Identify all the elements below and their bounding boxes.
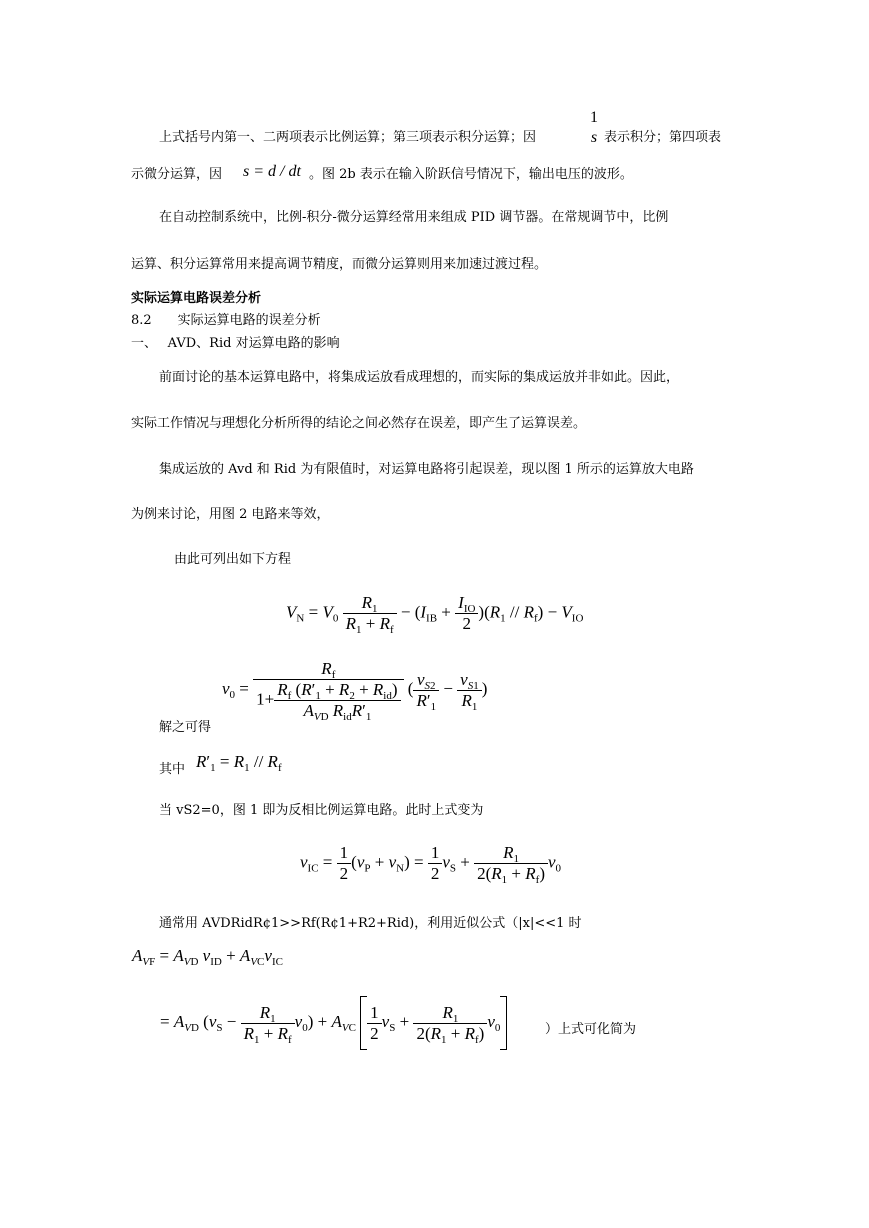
section-title: 8.2 实际运算电路的误差分析	[131, 313, 321, 328]
para1-line1-text-a: 上式括号内第一、二两项表示比例运算；第三项表示积分运算；因	[159, 130, 537, 145]
where-text: 其中	[159, 762, 186, 777]
subsection-title: 一、 AVD、Rid 对运算电路的影响	[131, 336, 340, 351]
para2-line2: 运算、积分运算常用来提高调节精度，而微分运算则用来加速过渡过程。	[131, 257, 548, 272]
inline-fraction-1-over-s	[587, 108, 601, 148]
fraction-numerator: 1	[590, 109, 598, 126]
section-heading: 实际运算电路误差分析	[131, 291, 262, 306]
simplify-text: ）上式可化简为	[545, 1022, 637, 1037]
equation-r1prime: $R'_1 = R_1 // R_f$	[196, 752, 282, 774]
equation-vic: $v_{IC}$ = $\frac{1}{2}$ $(v_P + v_N)$ = $\frac{1}{2}$ $v_S$ + $\frac{R_1}{2(R_1 + R_f)}$ $v_0$	[300, 843, 562, 886]
fraction-denominator: s	[590, 129, 598, 146]
formula-s-equals-d-dt: s = d / dt	[243, 163, 301, 180]
usual-text: 通常用 AVDRidR¢1>>Rf(R¢1+R2+Rid)，利用近似公式（|x|<<1 时	[159, 916, 582, 931]
equation-avf-line2: = $A_{VD}$ ($v_S$ − $\frac{R_1}{R_1 + R_f}$ $v_0) + A_{VC}$ $\frac{1}{2}$ $v_S$ + $\frac{R_1}{2(R_1 + R_f)}$ $v_0$	[160, 996, 507, 1050]
para3-line1: 前面讨论的基本运算电路中，将集成运放看成理想的，而实际的集成运放并非如此。因此，	[159, 370, 680, 385]
para1-line2-text-a: 示微分运算，因	[131, 167, 223, 182]
equation-v0: $v_0$ = $R_f$ 1+ $\frac{R_f (R'_1 + R_2 + R_{id})}{A_{VD} R_{id}R'_1}$ ( $\frac{v_{S2}}{R'_1}$ − $\frac{v_{S1}}{R_1}$ )	[222, 659, 488, 723]
para3-line2: 实际工作情况与理想化分析所得的结论之间必然存在误差，即产生了运算误差。	[131, 416, 587, 431]
para4-line2: 为例来讨论，用图 2 电路来等效，	[131, 507, 330, 522]
para2-line1: 在自动控制系统中，比例-积分-微分运算经常用来组成 PID 调节器。在常规调节中，比例	[159, 210, 669, 225]
para1-line1	[159, 130, 536, 146]
para4-line1: 集成运放的 Avd 和 Rid 为有限值时，对运算电路将引起误差，现以图 1 所示的运算放大电路	[159, 462, 694, 477]
when-text: 当 vS2=0，图 1 即为反相比例运算电路。此时上式变为	[159, 803, 484, 818]
solve-text: 解之可得	[159, 720, 212, 735]
equation-vn: $V_N = V_0$ $\frac{R_1}{R_1 + R_f}$ − ($I_{IB}$ + $\frac{I_{IO}}{2}$ )$(R_1 // R_f) - V_{IO}$	[286, 593, 584, 636]
para1-line1-text-b: 表示积分；第四项表	[604, 130, 722, 145]
equation-intro: 由此可列出如下方程	[174, 552, 292, 567]
equation-avf-line1: $A_{VF} = A_{VD}$ $v_{ID} + A_{VC}v_{IC}$	[132, 946, 283, 968]
para1-line2-text-b: 。图 2b 表示在输入阶跃信号情况下，输出电压的波形。	[309, 167, 633, 182]
